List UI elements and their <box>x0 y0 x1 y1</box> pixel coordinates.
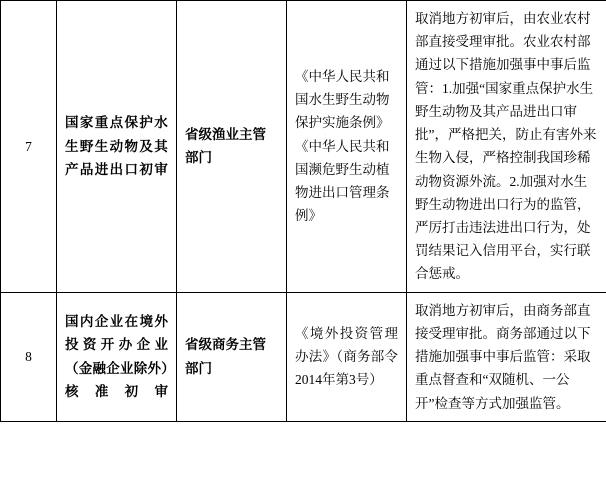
table-row <box>1 1 606 293</box>
row-legal-basis <box>287 292 407 421</box>
legal-basis-line: 《中华人民共和国水生野生动物保护实施条例》 <box>295 69 390 131</box>
row-index: 7 <box>1 1 57 293</box>
row-department: 省级渔业主管部门 <box>177 1 287 293</box>
row-legal-basis <box>287 1 407 293</box>
row-department: 省级商务主管部门 <box>177 292 287 421</box>
legal-basis-line: 《中华人民共和国濒危野生动植物进出口管理条例》 <box>295 138 390 224</box>
row-item-name: 国内企业在境外投资开办企业（金融企业除外）核准初审 <box>57 292 177 421</box>
legal-basis-line: 《境外投资管理办法》（商务部令2014年第3号） <box>295 325 398 388</box>
row-index: 8 <box>1 292 57 421</box>
row-item-name: 国家重点保护水生野生动物及其产品进出口初审 <box>57 1 177 293</box>
table-row <box>1 292 606 421</box>
row-supervision-measures: 取消地方初审后，由商务部直接受理审批。商务部通过以下措施加强事中事后监管：采取重点督查和“双随机、一公开”检查等方式加强监管。 <box>407 292 606 421</box>
row-supervision-measures: 取消地方初审后，由农业农村部直接受理审批。农业农村部通过以下措施加强事中事后监管：1.加强“国家重点保护水生野生动物及其产品进出口审批”，严格把关，防止有害外来生物入侵，严格控制我国珍稀动物资源外流。2.加强对水生野生动物进出口行为的监管，严厉打击违法进出口行为，处罚结果记入信用平台，实行联合惩戒。 <box>407 1 606 293</box>
